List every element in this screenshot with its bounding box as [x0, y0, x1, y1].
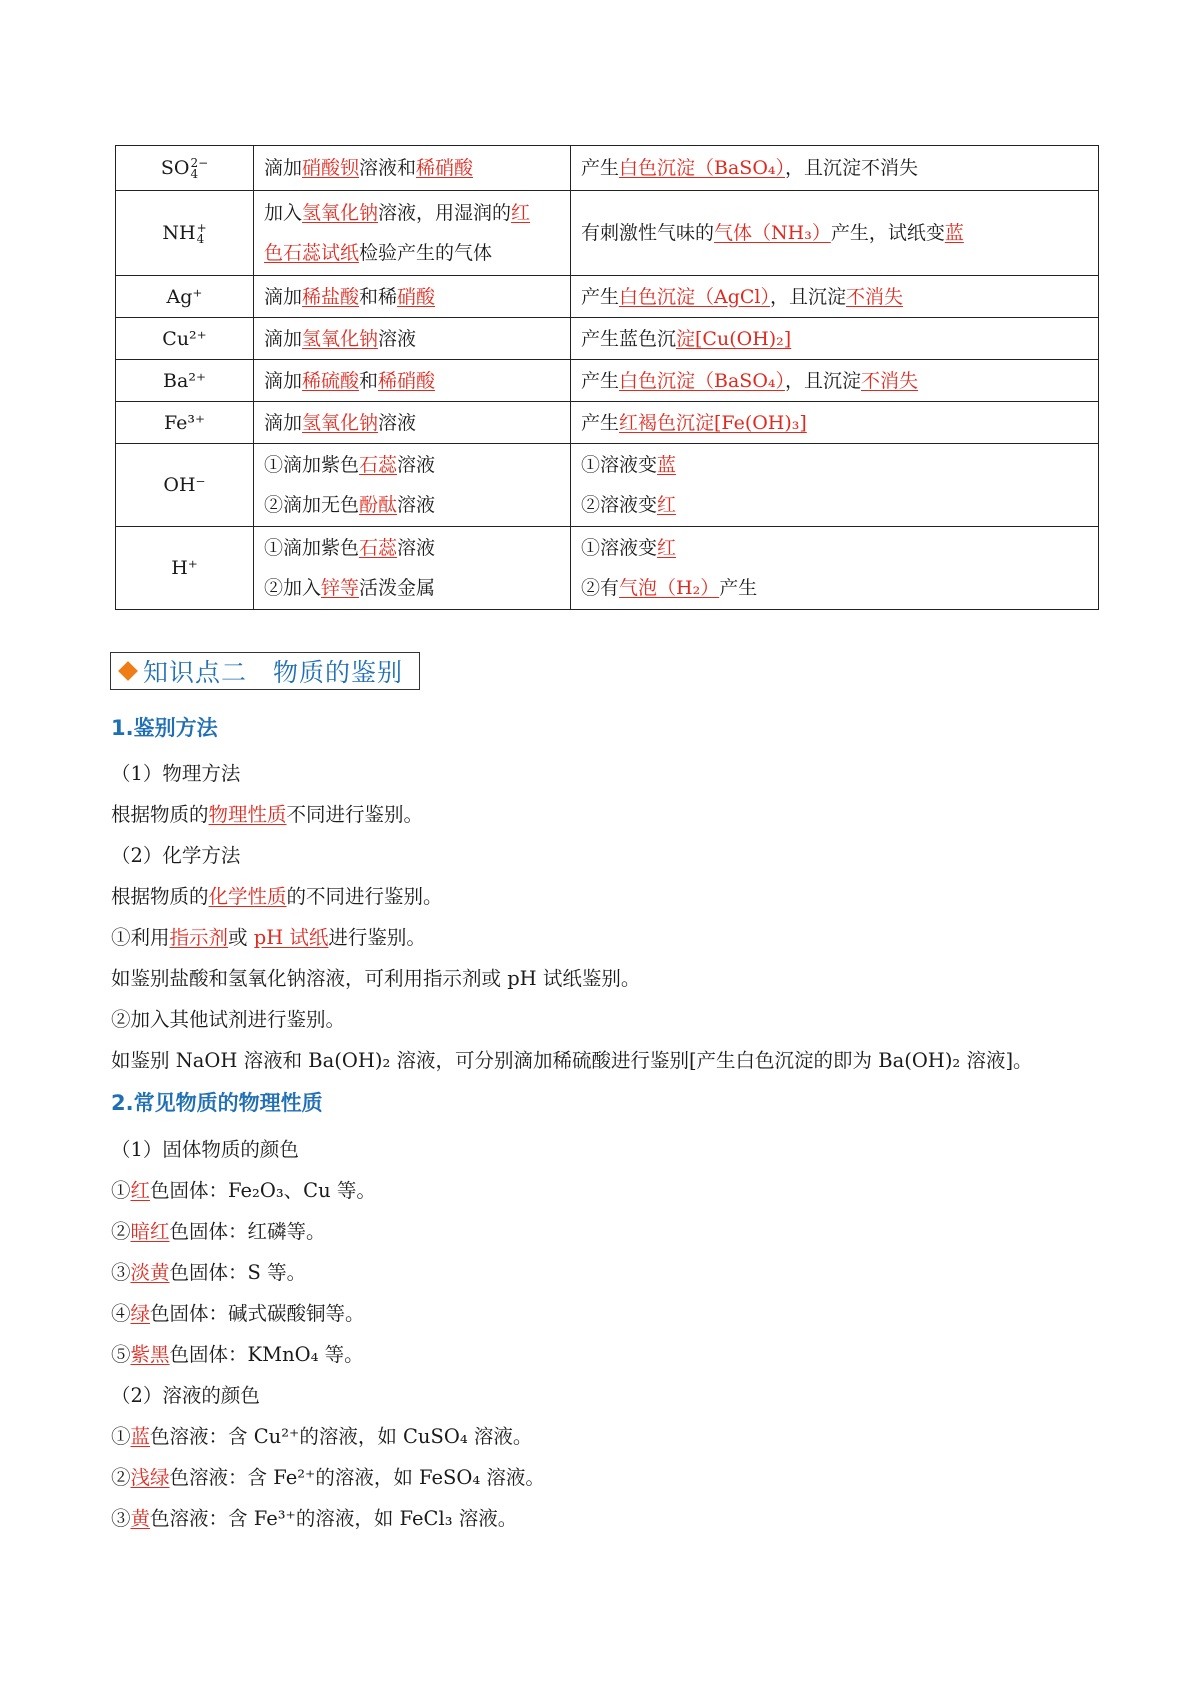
ion-charge: + 4 — [196, 221, 207, 246]
paragraph: 如鉴别盐酸和氢氧化钠溶液，可利用指示剂或 pH 试纸鉴别。 — [111, 967, 641, 990]
ion-charge: 2− 4 — [190, 156, 209, 181]
heading-text: 知识点二 物质的鉴别 — [143, 658, 404, 687]
method-cell: 滴加硝酸钡溶液和稀硝酸 — [254, 146, 571, 191]
method-cell: 滴加氢氧化钠溶液 — [254, 402, 571, 444]
result-cell: 产生白色沉淀（BaSO₄），且沉淀不消失 — [571, 360, 1099, 402]
list-item: ③黄色溶液：含 Fe³⁺的溶液，如 FeCl₃ 溶液。 — [111, 1507, 518, 1530]
diamond-bullet-icon — [118, 661, 138, 681]
ion-cell: Ag⁺ — [116, 276, 254, 318]
ion-cell: Fe³⁺ — [116, 402, 254, 444]
list-item: ④绿色固体：碱式碳酸铜等。 — [111, 1302, 365, 1325]
table-row — [116, 527, 1099, 610]
table-row — [116, 146, 1099, 191]
table-row — [116, 276, 1099, 318]
table-row — [116, 444, 1099, 527]
knowledge-point-heading — [110, 652, 420, 690]
ion-cell — [116, 191, 254, 276]
result-cell: ①溶液变红 ②有气泡（H₂）产生 — [571, 527, 1099, 610]
ion-cell: H⁺ — [116, 527, 254, 610]
list-item: ①红色固体：Fe₂O₃、Cu 等。 — [111, 1179, 376, 1202]
method-cell: ①滴加紫色石蕊溶液 ②加入锌等活泼金属 — [254, 527, 571, 610]
paragraph: 根据物质的化学性质的不同进行鉴别。 — [111, 885, 443, 908]
table-row — [116, 318, 1099, 360]
list-item: ⑤紫黑色固体：KMnO₄ 等。 — [111, 1343, 364, 1366]
list-item: ③淡黄色固体：S 等。 — [111, 1261, 307, 1284]
subsection-label: （2）溶液的颜色 — [111, 1384, 260, 1407]
result-cell: 产生白色沉淀（BaSO₄），且沉淀不消失 — [571, 146, 1099, 191]
method-cell: 滴加稀盐酸和稀硝酸 — [254, 276, 571, 318]
table-row — [116, 360, 1099, 402]
list-item: ②浅绿色溶液：含 Fe²⁺的溶液，如 FeSO₄ 溶液。 — [111, 1466, 545, 1489]
ion-cell: Cu²⁺ — [116, 318, 254, 360]
subsection-label: （1）固体物质的颜色 — [111, 1138, 299, 1161]
result-cell: 有刺激性气味的气体（NH₃）产生，试纸变蓝 — [571, 191, 1099, 276]
ion-symbol: NH — [162, 222, 196, 244]
ion-cell — [116, 146, 254, 191]
table-row — [116, 191, 1099, 276]
paragraph: ②加入其他试剂进行鉴别。 — [111, 1008, 346, 1031]
ion-test-table — [115, 145, 1099, 610]
list-item: ①蓝色溶液：含 Cu²⁺的溶液，如 CuSO₄ 溶液。 — [111, 1425, 533, 1448]
subsection-label: （1）物理方法 — [111, 762, 241, 785]
method-cell: ①滴加紫色石蕊溶液 ②滴加无色酚酞溶液 — [254, 444, 571, 527]
paragraph: 如鉴别 NaOH 溶液和 Ba(OH)₂ 溶液，可分别滴加稀硫酸进行鉴别[产生白色沉淀的即为 Ba(OH)₂ 溶液]。 — [111, 1049, 1033, 1072]
table-row — [116, 402, 1099, 444]
method-cell: 加入氢氧化钠溶液，用湿润的红 色石蕊试纸检验产生的气体 — [254, 191, 571, 276]
result-cell: 产生蓝色沉淀[Cu(OH)₂] — [571, 318, 1099, 360]
section-title: 2.常见物质的物理性质 — [111, 1091, 323, 1115]
subsection-label: （2）化学方法 — [111, 844, 241, 867]
list-item: ②暗红色固体：红磷等。 — [111, 1220, 326, 1243]
ion-symbol: SO — [160, 157, 190, 179]
ion-cell: OH⁻ — [116, 444, 254, 527]
section-title: 1.鉴别方法 — [111, 716, 218, 740]
paragraph: ①利用指示剂或 pH 试纸进行鉴别。 — [111, 926, 426, 949]
method-cell: 滴加氢氧化钠溶液 — [254, 318, 571, 360]
paragraph: 根据物质的物理性质不同进行鉴别。 — [111, 803, 424, 826]
method-cell: 滴加稀硫酸和稀硝酸 — [254, 360, 571, 402]
result-cell: ①溶液变蓝 ②溶液变红 — [571, 444, 1099, 527]
ion-cell: Ba²⁺ — [116, 360, 254, 402]
result-cell: 产生白色沉淀（AgCl），且沉淀不消失 — [571, 276, 1099, 318]
result-cell: 产生红褐色沉淀[Fe(OH)₃] — [571, 402, 1099, 444]
